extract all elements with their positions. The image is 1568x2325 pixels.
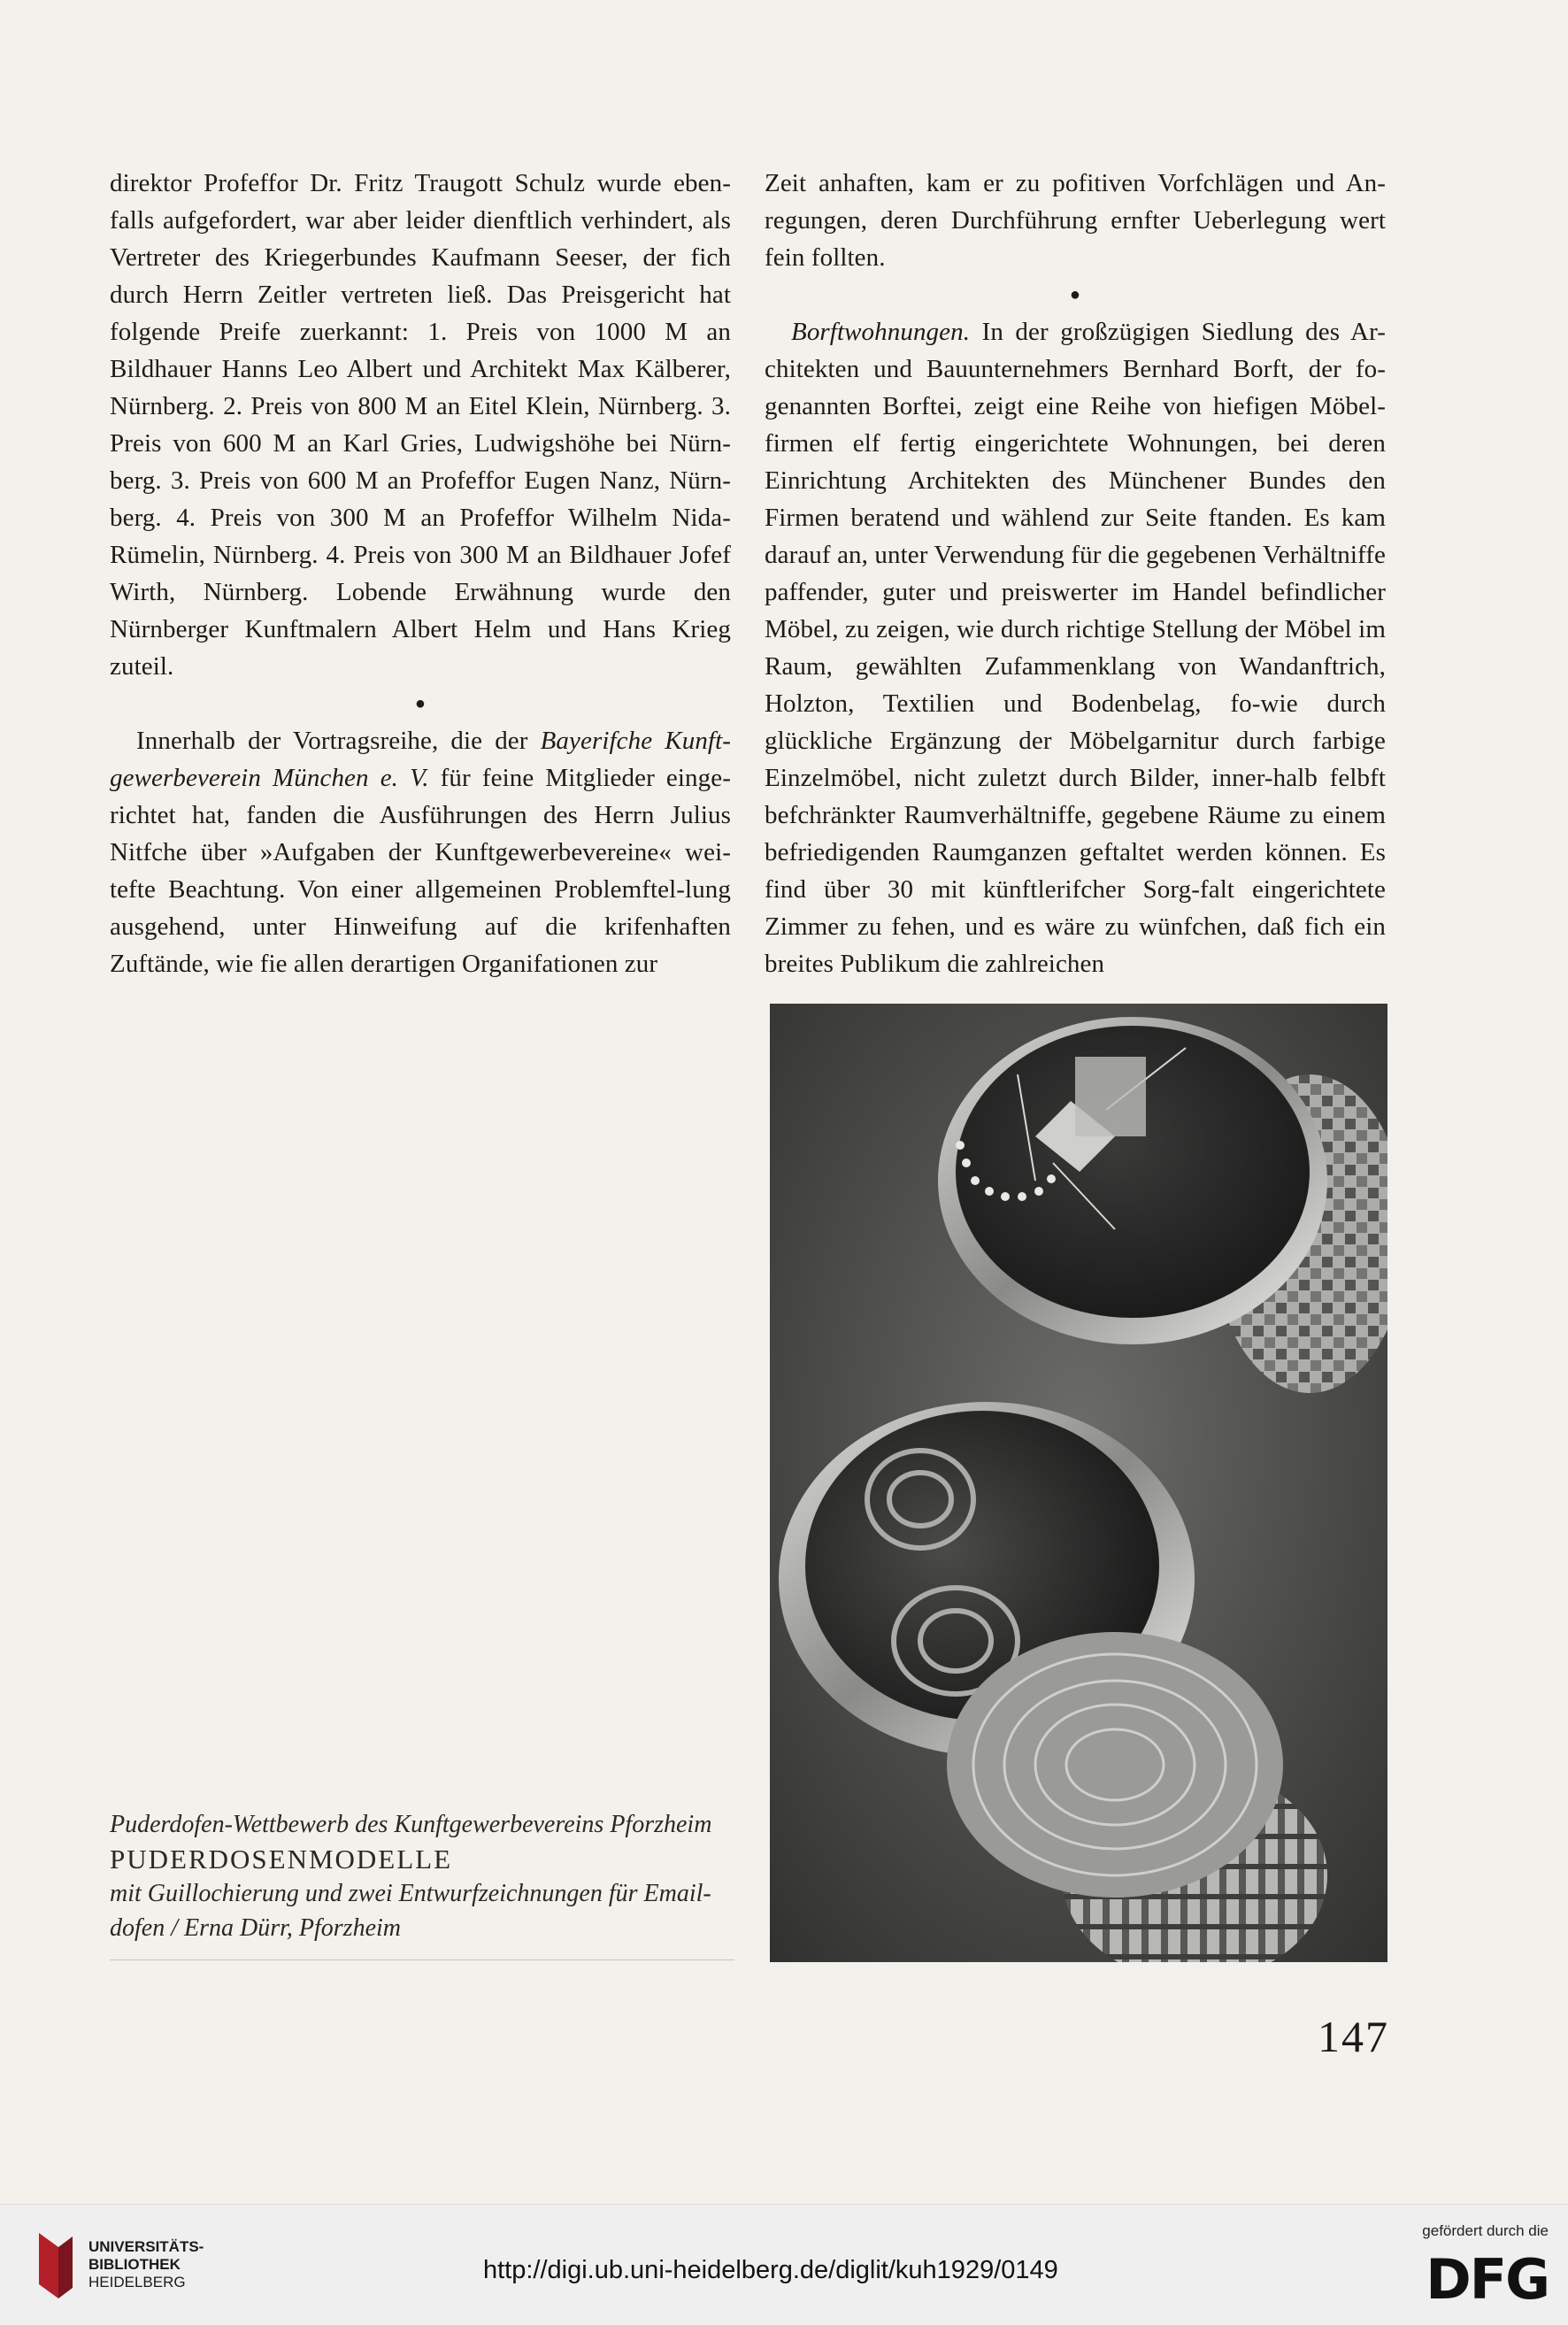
right-paragraph-1: Zeit anhaften, kam er zu pofitiven Vorfchlägen und An-regungen, deren Durchführung ernfter Ueberlegung wert fein follten. (765, 169, 1386, 272)
section-heading-italic: Borftwohnungen. (791, 318, 971, 346)
funding-note: gefördert durch die (1422, 2222, 1549, 2239)
caption-line-1: Puderdofen-Wettbewerb des Kunftgewerbevereins Pforzheim (110, 1811, 712, 1838)
right-text-column (765, 165, 1386, 982)
library-name-line-2: BIBLIOTHEK (88, 2256, 181, 2273)
library-name (88, 2238, 204, 2291)
source-url-link[interactable]: http://digi.ub.uni-heidelberg.de/diglit/kuh1929/0149 (483, 2256, 1058, 2284)
left-text-column (110, 165, 731, 982)
paragraph-2-text-rest: für feine Mitglieder einge-richtet hat, fanden die Ausführungen des Herrn Julius Nitfche über »Aufgaben der Kunftgewerbevereine« wei-tefte Beachtung. Von einer allgemeinen Problemftel-lung ausgehend, unter Hinweifung auf die krifenhaften Zuftände, wie fie allen derartigen Organifationen zur (110, 764, 731, 978)
right-paragraph-2 (765, 313, 1386, 982)
caption-divider (110, 1959, 734, 1960)
society-name-italic: Bayerifche Kunft-gewerbeverein München e. V. (110, 727, 732, 792)
footer-bar (0, 2204, 1568, 2325)
library-name-line-1: UNIVERSITÄTS- (88, 2238, 204, 2255)
dfg-logo: DFG (1426, 2247, 1549, 2312)
library-name-line-3: HEIDELBERG (88, 2274, 186, 2290)
section-separator-bullet: ● (1069, 285, 1081, 304)
left-paragraph-1: direktor Profeffor Dr. Fritz Traugott Schulz wurde eben-falls aufgefordert, war aber leider dienftlich verhindert, als Vertreter des Kriegerbundes Kaufmann Seeser, der fich durch Herrn Zeitler vertreten ließ. Das Preisgericht hat folgende Preife zuerkannt: 1. Preis von 1000 M an Bildhauer Hanns Leo Albert und Architekt Max Kälberer, Nürnberg. 2. Preis von 800 M an Eitel Klein, Nürnberg. 3. Preis von 600 M an Karl Gries, Ludwigshöhe bei Nürn-berg. 3. Preis von 600 M an Profeffor Eugen Nanz, Nürn-berg. 4. Preis von 300 M an Profeffor Wilhelm Nida-Rümelin, Nürnberg. 4. Preis von 300 M an Bildhauer Jofef Wirth, Nürnberg. Lobende Erwähnung wurde den Nürnberger Kunftmalern Albert Helm und Hans Krieg zuteil. (110, 169, 731, 681)
powder-box-photograph (770, 1004, 1387, 1962)
paragraph-2-text-start: Innerhalb der Vortragsreihe, die der (136, 727, 541, 755)
university-library-logo-icon (32, 2229, 78, 2302)
paragraph-text-rest: In der großzügigen Siedlung des Ar-chitekten und Bauunternehmers Bernhard Borft, der fo-genannten Borftei, zeigt eine Reihe von hiefigen Möbel-firmen elf fertig eingerichtete Wohnungen, bei deren Einrichtung Architekten des Münchener Bundes den Firmen beratend und wählend zur Seite ftanden. Es kam darauf an, unter Verwendung für die gegebenen Verhältniffe paffender, guter und preiswerter im Handel befindlicher Möbel, zu zeigen, wie durch richtige Stellung der Möbel im Raum, gewählten Zufammenklang von Wandanftrich, Holzton, Textilien und Bodenbelag, fo-wie durch glückliche Ergänzung der Möbelgarnitur durch farbige Einzelmöbel, nicht zuletzt durch Bilder, inner-halb felbft befchränkter Raumverhältniffe, gegebene Räume zu einem befriedigenden Raumganzen geftaltet werden können. Es find über 30 mit künftlerifcher Sorg-falt eingerichtete Zimmer zu fehen, und es wäre zu wünfchen, daß fich ein breites Publikum die zahlreichen (765, 318, 1386, 978)
photo-caption (110, 1807, 729, 1945)
caption-title: PUDERDOSENMODELLE (110, 1844, 453, 1875)
section-separator-bullet: ● (414, 694, 427, 713)
left-paragraph-2 (110, 722, 731, 982)
page-number: 147 (1318, 2012, 1389, 2061)
caption-description: mit Guillochierung und zwei Entwurfzeichnungen für Email-dofen / Erna Dürr, Pforzheim (110, 1880, 711, 1942)
